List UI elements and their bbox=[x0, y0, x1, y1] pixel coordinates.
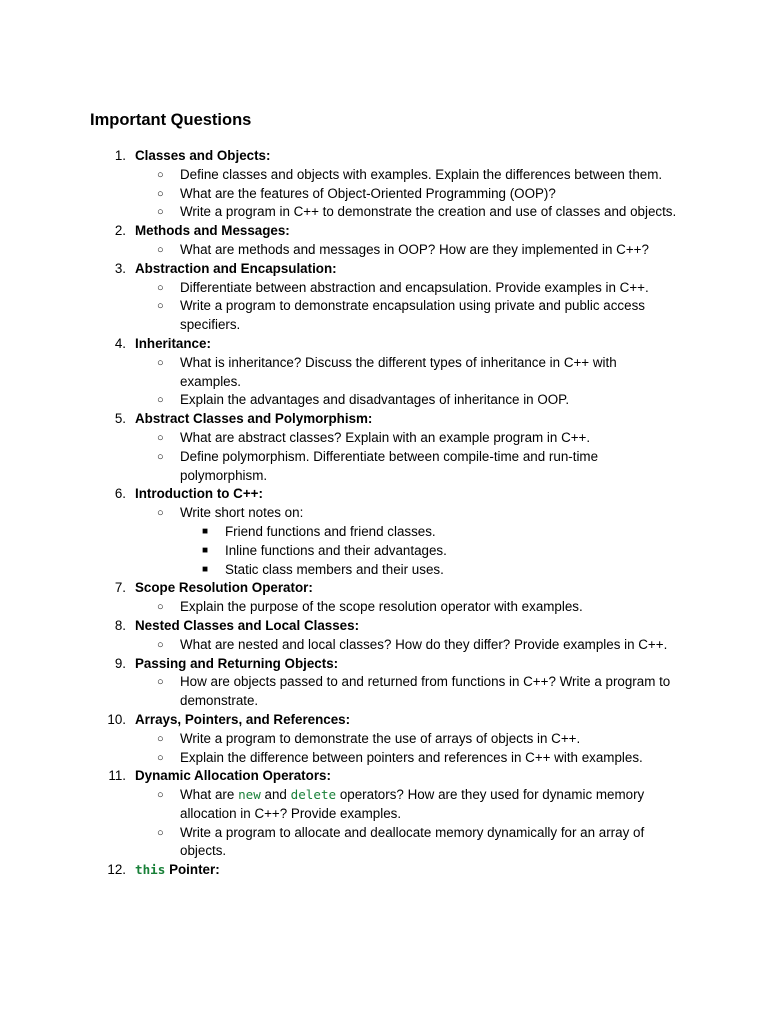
circle-bullet-icon: ○ bbox=[157, 431, 164, 444]
list-item: ○ Define polymorphism. Differentiate between compile-time and run-time polymorphism. bbox=[157, 448, 599, 483]
square-bullet-icon: ■ bbox=[202, 563, 209, 575]
question-5 bbox=[0, 410, 695, 485]
question-3 bbox=[0, 260, 695, 335]
sub-list bbox=[135, 429, 695, 485]
circle-bullet-icon: ○ bbox=[157, 168, 164, 181]
question-number: 4. bbox=[114, 335, 126, 351]
list-item: ○ How are objects passed to and returned from functions in C++? Write a program to demonstrate. bbox=[157, 674, 671, 709]
list-item: ○ Explain the advantages and disadvantages of inheritance in OOP. bbox=[135, 391, 680, 410]
list-item: ○ What are the features of Object-Oriented Programming (OOP)? bbox=[135, 185, 680, 204]
list-item: ○ Write a program to demonstrate encapsulation using private and public access specifiers. bbox=[157, 298, 645, 333]
sub-list bbox=[135, 504, 695, 579]
question-title: Dynamic Allocation Operators: bbox=[135, 768, 331, 784]
list-item: ○ Explain the difference between pointers and references in C++ with examples. bbox=[135, 749, 680, 768]
circle-bullet-icon: ○ bbox=[157, 732, 164, 745]
list-item: ○ Differentiate between abstraction and encapsulation. Provide examples in C++. bbox=[135, 279, 680, 298]
question-number: 12. bbox=[107, 862, 126, 878]
question-title: Abstract Classes and Polymorphism: bbox=[135, 411, 373, 427]
circle-bullet-icon: ○ bbox=[157, 300, 164, 313]
circle-bullet-icon: ○ bbox=[157, 638, 164, 651]
question-10 bbox=[0, 711, 695, 767]
question-title: Arrays, Pointers, and References: bbox=[135, 711, 351, 727]
question-number: 9. bbox=[114, 655, 126, 671]
code-new: new bbox=[238, 787, 261, 803]
square-bullet-icon: ■ bbox=[202, 544, 209, 556]
code-this: this bbox=[135, 862, 166, 878]
circle-bullet-icon: ○ bbox=[157, 507, 164, 520]
list-item: ○ Write a program in C++ to demonstrate the creation and use of classes and objects. bbox=[135, 203, 680, 222]
circle-bullet-icon: ○ bbox=[157, 751, 164, 764]
question-1 bbox=[0, 147, 695, 222]
circle-bullet-icon: ○ bbox=[157, 243, 164, 256]
sub-list bbox=[135, 786, 695, 861]
list-item: ○ Write short notes on: ■ Friend functions and friend classes. ■ Inline functions and their advantages. ■ Static class members and their uses. bbox=[135, 504, 680, 579]
question-title: Passing and Returning Objects: bbox=[135, 655, 339, 671]
sub-list bbox=[135, 279, 695, 335]
list-item: ○ Explain the purpose of the scope resolution operator with examples. bbox=[135, 598, 680, 617]
circle-bullet-icon: ○ bbox=[157, 601, 164, 614]
question-11 bbox=[0, 767, 695, 861]
question-12 bbox=[0, 861, 695, 880]
circle-bullet-icon: ○ bbox=[157, 394, 164, 407]
sub-list bbox=[135, 241, 695, 260]
list-item: ○ What are new and delete operators? How are they used for dynamic memory allocation in C++? Provide examples. bbox=[157, 787, 645, 821]
questions-list bbox=[0, 147, 768, 880]
list-item: ■ Friend functions and friend classes. bbox=[180, 523, 680, 542]
sub-list bbox=[135, 166, 695, 222]
question-4 bbox=[0, 335, 695, 410]
question-7 bbox=[0, 579, 695, 617]
list-item: ○ Write a program to demonstrate the use of arrays of objects in C++. bbox=[135, 730, 680, 749]
question-number: 3. bbox=[114, 260, 126, 276]
circle-bullet-icon: ○ bbox=[157, 187, 164, 200]
sub-list bbox=[135, 598, 695, 617]
question-2 bbox=[0, 222, 695, 260]
question-6 bbox=[0, 485, 695, 579]
question-title: Abstraction and Encapsulation: bbox=[135, 260, 337, 276]
sub-list bbox=[135, 673, 695, 711]
list-item: ○ What are nested and local classes? How do they differ? Provide examples in C++. bbox=[135, 636, 680, 655]
question-title: this Pointer: bbox=[135, 862, 220, 878]
question-number: 7. bbox=[114, 580, 126, 596]
question-title: Introduction to C++: bbox=[135, 486, 263, 502]
list-item: ○ Write a program to allocate and deallocate memory dynamically for an array of objects. bbox=[157, 824, 645, 859]
question-number: 10. bbox=[107, 711, 126, 727]
nested-sub-list bbox=[180, 523, 680, 579]
list-item: ○ Define classes and objects with examples. Explain the differences between them. bbox=[135, 166, 680, 185]
circle-bullet-icon: ○ bbox=[157, 281, 164, 294]
circle-bullet-icon: ○ bbox=[157, 206, 164, 219]
question-number: 6. bbox=[114, 486, 126, 502]
question-8 bbox=[0, 617, 695, 655]
question-title: Scope Resolution Operator: bbox=[135, 580, 313, 596]
list-item: ■ Inline functions and their advantages. bbox=[180, 542, 680, 561]
question-number: 5. bbox=[114, 411, 126, 427]
list-item: ○ What are methods and messages in OOP? How are they implemented in C++? bbox=[135, 241, 680, 260]
question-number: 8. bbox=[114, 617, 126, 633]
question-title: Classes and Objects: bbox=[135, 148, 271, 163]
sub-list bbox=[135, 730, 695, 768]
question-number: 11. bbox=[108, 768, 126, 784]
circle-bullet-icon: ○ bbox=[157, 826, 164, 839]
document-title: Important Questions bbox=[90, 111, 252, 129]
question-title: Nested Classes and Local Classes: bbox=[135, 617, 360, 633]
circle-bullet-icon: ○ bbox=[157, 789, 164, 802]
circle-bullet-icon: ○ bbox=[157, 676, 164, 689]
question-number: 1. bbox=[114, 148, 126, 163]
sub-list bbox=[135, 354, 695, 410]
question-title: Methods and Messages: bbox=[135, 223, 290, 239]
square-bullet-icon: ■ bbox=[202, 525, 209, 537]
circle-bullet-icon: ○ bbox=[157, 450, 164, 463]
question-title: Inheritance: bbox=[135, 335, 211, 351]
sub-list bbox=[135, 636, 695, 655]
list-item: ○ What is inheritance? Discuss the different types of inheritance in C++ with examples. bbox=[157, 354, 617, 389]
question-number: 2. bbox=[114, 223, 126, 239]
question-9 bbox=[0, 655, 695, 711]
code-delete: delete bbox=[290, 787, 337, 803]
circle-bullet-icon: ○ bbox=[157, 356, 164, 369]
list-item: ■ Static class members and their uses. bbox=[180, 561, 680, 580]
list-item: ○ What are abstract classes? Explain with an example program in C++. bbox=[135, 429, 680, 448]
